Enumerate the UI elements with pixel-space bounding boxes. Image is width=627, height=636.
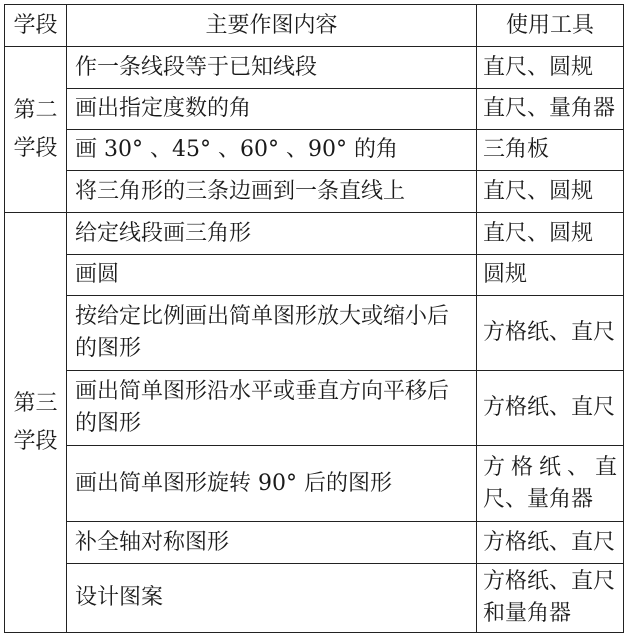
header-stage: 学段 [5, 5, 67, 47]
header-row [5, 5, 624, 47]
row-tools: 直尺、量角器 [477, 89, 624, 130]
row-tools: 方格纸、直尺 [477, 522, 624, 564]
row-tools: 方格纸、直尺、量角器 [477, 446, 624, 522]
row-tools: 圆规 [477, 255, 624, 296]
row-tools: 直尺、圆规 [477, 47, 624, 89]
row-tools: 方格纸、直尺 [477, 296, 624, 371]
row-content: 给定线段画三角形 [67, 213, 477, 255]
stage-label-third: 第三学段 [5, 213, 67, 633]
row-content: 画出简单图形沿水平或垂直方向平移后的图形 [67, 371, 477, 446]
row-tools: 方格纸、直尺和量角器 [477, 564, 624, 633]
table-row [5, 89, 624, 130]
table-row [5, 130, 624, 171]
row-tools: 直尺、圆规 [477, 171, 624, 213]
row-content: 画圆 [67, 255, 477, 296]
row-content: 作一条线段等于已知线段 [67, 47, 477, 89]
table-row [5, 371, 624, 446]
table-row [5, 213, 624, 255]
table-row [5, 522, 624, 564]
row-tools: 直尺、圆规 [477, 213, 624, 255]
header-tools: 使用工具 [477, 5, 624, 47]
row-content: 设计图案 [67, 564, 477, 633]
header-content: 主要作图内容 [67, 5, 477, 47]
row-content: 将三角形的三条边画到一条直线上 [67, 171, 477, 213]
row-content: 画出简单图形旋转 90° 后的图形 [67, 446, 477, 522]
table-row [5, 255, 624, 296]
table-row [5, 296, 624, 371]
drawing-tools-table [4, 4, 624, 633]
table-row [5, 564, 624, 633]
row-tools: 三角板 [477, 130, 624, 171]
table-row [5, 47, 624, 89]
table-row [5, 446, 624, 522]
row-content: 补全轴对称图形 [67, 522, 477, 564]
row-content: 画出指定度数的角 [67, 89, 477, 130]
table-row [5, 171, 624, 213]
row-content: 按给定比例画出简单图形放大或缩小后的图形 [67, 296, 477, 371]
row-tools: 方格纸、直尺 [477, 371, 624, 446]
row-content: 画 30° 、45° 、60° 、90° 的角 [67, 130, 477, 171]
stage-label-second: 第二学段 [5, 47, 67, 213]
